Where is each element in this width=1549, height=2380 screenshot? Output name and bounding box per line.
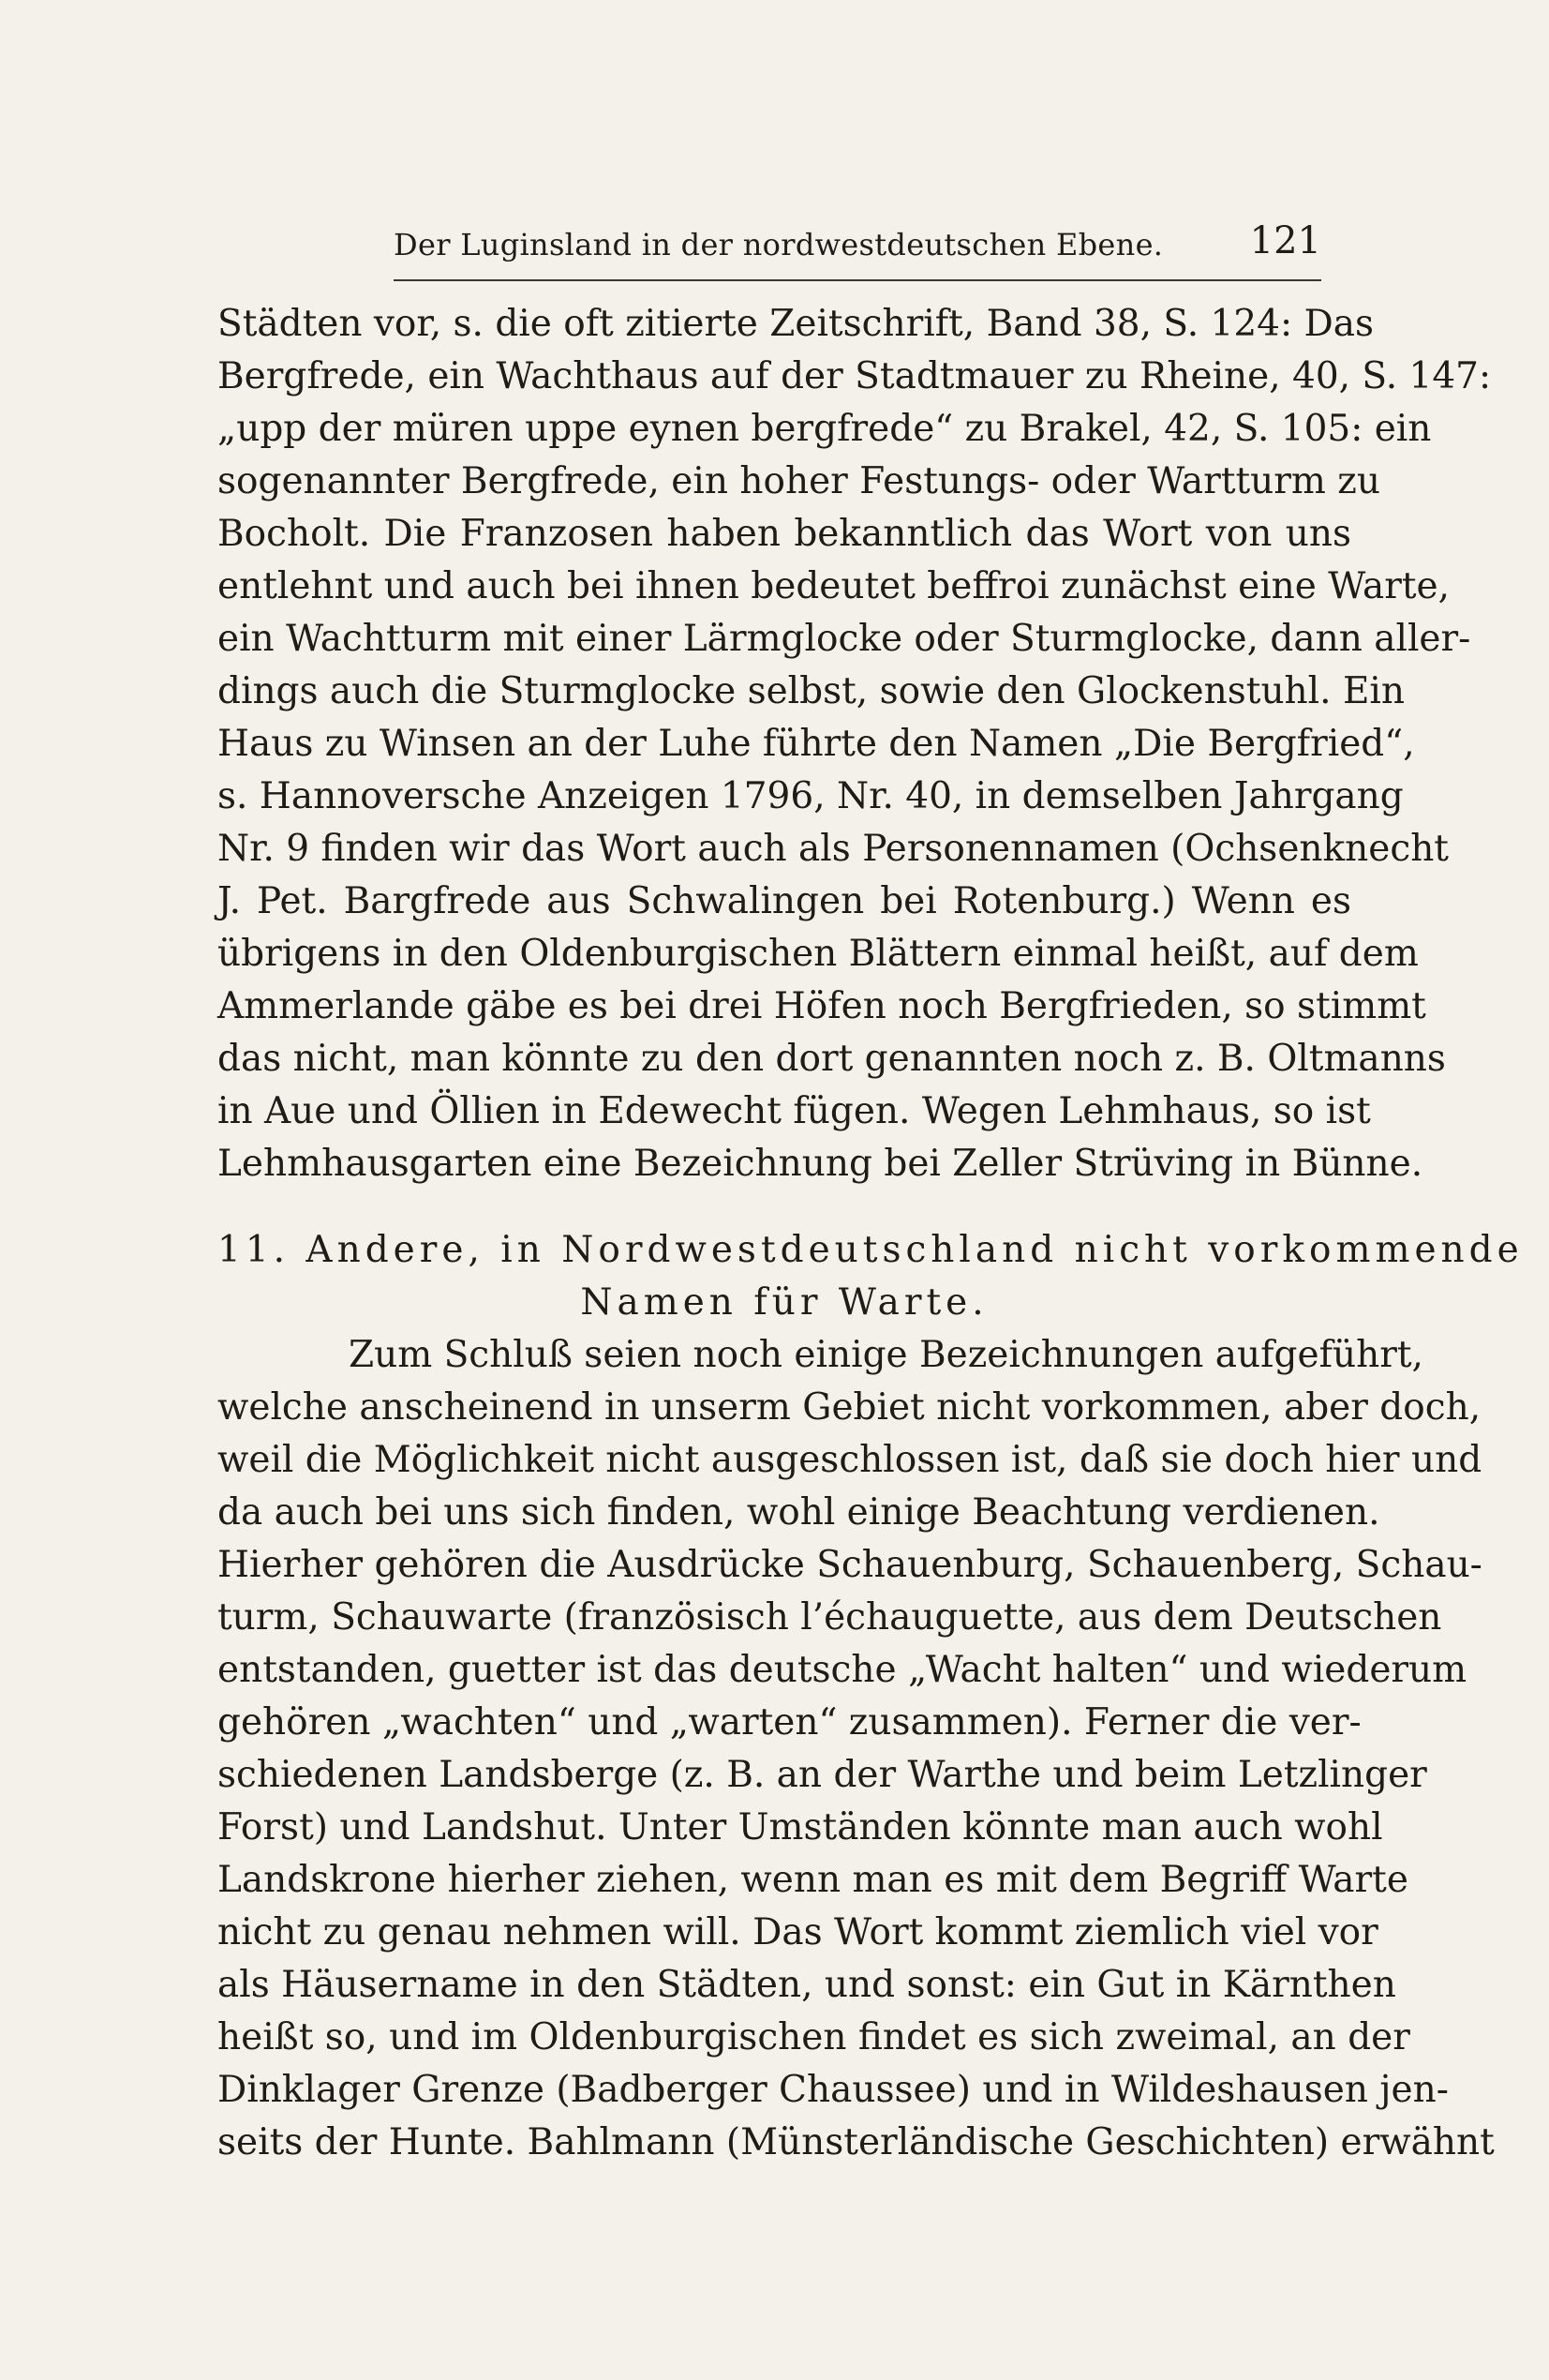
page-number: 121 <box>1249 219 1321 262</box>
text-line: Bocholt. Die Franzosen haben bekanntlich das Wort von uns <box>217 513 1351 555</box>
text-line: das nicht, man könnte zu den dort genannten noch z. B. Oltmanns <box>217 1038 1446 1080</box>
text-line: Forst) und Landshut. Unter Umständen könnte man auch wohl <box>217 1806 1383 1849</box>
paragraph-2 <box>217 1329 1495 2169</box>
text-line: entstanden, guetter ist das deutsche „Wacht halten“ und wiederum <box>217 1649 1467 1691</box>
text-line: schiedenen Landsberge (z. B. an der Warthe und beim Letzlinger <box>217 1754 1427 1796</box>
body-text <box>217 298 1524 2169</box>
text-line: ein Wachtturm mit einer Lärmglocke oder Sturmglocke, dann aller- <box>217 618 1471 660</box>
text-line: Ammerlande gäbe es bei drei Höfen noch Bergfrieden, so stimmt <box>217 985 1426 1027</box>
paragraph-1 <box>217 298 1492 1190</box>
text-line: welche anscheinend in unserm Gebiet nicht vorkommen, aber doch, <box>217 1386 1482 1429</box>
text-line: dings auch die Sturmglocke selbst, sowie den Glockenstuhl. Ein <box>217 670 1406 712</box>
text-line: s. Hannoversche Anzeigen 1796, Nr. 40, in demselben Jahrgang <box>217 775 1404 817</box>
text-line: da auch bei uns sich finden, wohl einige Beachtung verdienen. <box>217 1491 1380 1534</box>
section-spacer <box>217 1190 1351 1224</box>
text-line: Haus zu Winsen an der Luhe führte den Namen „Die Bergfried“, <box>217 723 1415 765</box>
text-line: J. Pet. Bargfrede aus Schwalingen bei Rotenburg.) Wenn es <box>217 880 1351 922</box>
text-line: „upp der müren uppe eynen bergfrede“ zu Brakel, 42, S. 105: ein <box>217 408 1432 450</box>
section-heading-line-2: Namen für Warte. <box>580 1281 989 1324</box>
running-title: Der Luginsland in der nordwestdeutschen Ebene. <box>394 227 1164 262</box>
text-line: entlehnt und auch bei ihnen bedeutet beffroi zunächst eine Warte, <box>217 565 1451 607</box>
text-line: weil die Möglichkeit nicht ausgeschlossen ist, daß sie doch hier und <box>217 1439 1482 1481</box>
text-line: nicht zu genau nehmen will. Das Wort kommt ziemlich viel vor <box>217 1911 1378 1953</box>
text-line: seits der Hunte. Bahlmann (Münsterländische Geschichten) erwähnt <box>217 2121 1495 2163</box>
text-line: heißt so, und im Oldenburgischen findet es sich zweimal, an der <box>217 2016 1410 2058</box>
text-line: als Häusername in den Städten, und sonst: ein Gut in Kärnthen <box>217 1964 1396 2006</box>
text-line: Hierher gehören die Ausdrücke Schauenburg, Schauenberg, Schau- <box>217 1544 1482 1586</box>
text-line: sogenannter Bergfrede, ein hoher Festungs- oder Wartturm zu <box>217 460 1380 502</box>
text-line: turm, Schauwarte (französisch l’échauguette, aus dem Deutschen <box>217 1596 1442 1639</box>
text-line: Lehmhausgarten eine Bezeichnung bei Zeller Strüving in Bünne. <box>217 1143 1423 1185</box>
text-line: übrigens in den Oldenburgischen Blättern einmal heißt, auf dem <box>217 933 1419 975</box>
text-line: Zum Schluß seien noch einige Bezeichnungen aufgeführt, <box>349 1334 1423 1376</box>
page-header <box>394 217 1321 274</box>
text-line: Landskrone hierher ziehen, wenn man es mit dem Begriff Warte <box>217 1859 1408 1901</box>
text-line: Bergfrede, ein Wachthaus auf der Stadtmauer zu Rheine, 40, S. 147: <box>217 355 1492 397</box>
text-line: Städten vor, s. die oft zitierte Zeitschrift, Band 38, S. 124: Das <box>217 303 1375 345</box>
header-rule <box>394 279 1321 281</box>
text-line: Dinklager Grenze (Badberger Chaussee) und in Wildeshausen jen- <box>217 2069 1449 2111</box>
text-line: Nr. 9 finden wir das Wort auch als Personennamen (Ochsenknecht <box>217 828 1449 870</box>
section-heading-line-1: 11. Andere, in Nordwestdeutschland nicht vorkommende <box>217 1229 1524 1271</box>
text-line: gehören „wachten“ und „warten“ zusammen). Ferner die ver- <box>217 1701 1362 1744</box>
text-line: in Aue und Öllien in Edewecht fügen. Wegen Lehmhaus, so ist <box>217 1090 1371 1132</box>
